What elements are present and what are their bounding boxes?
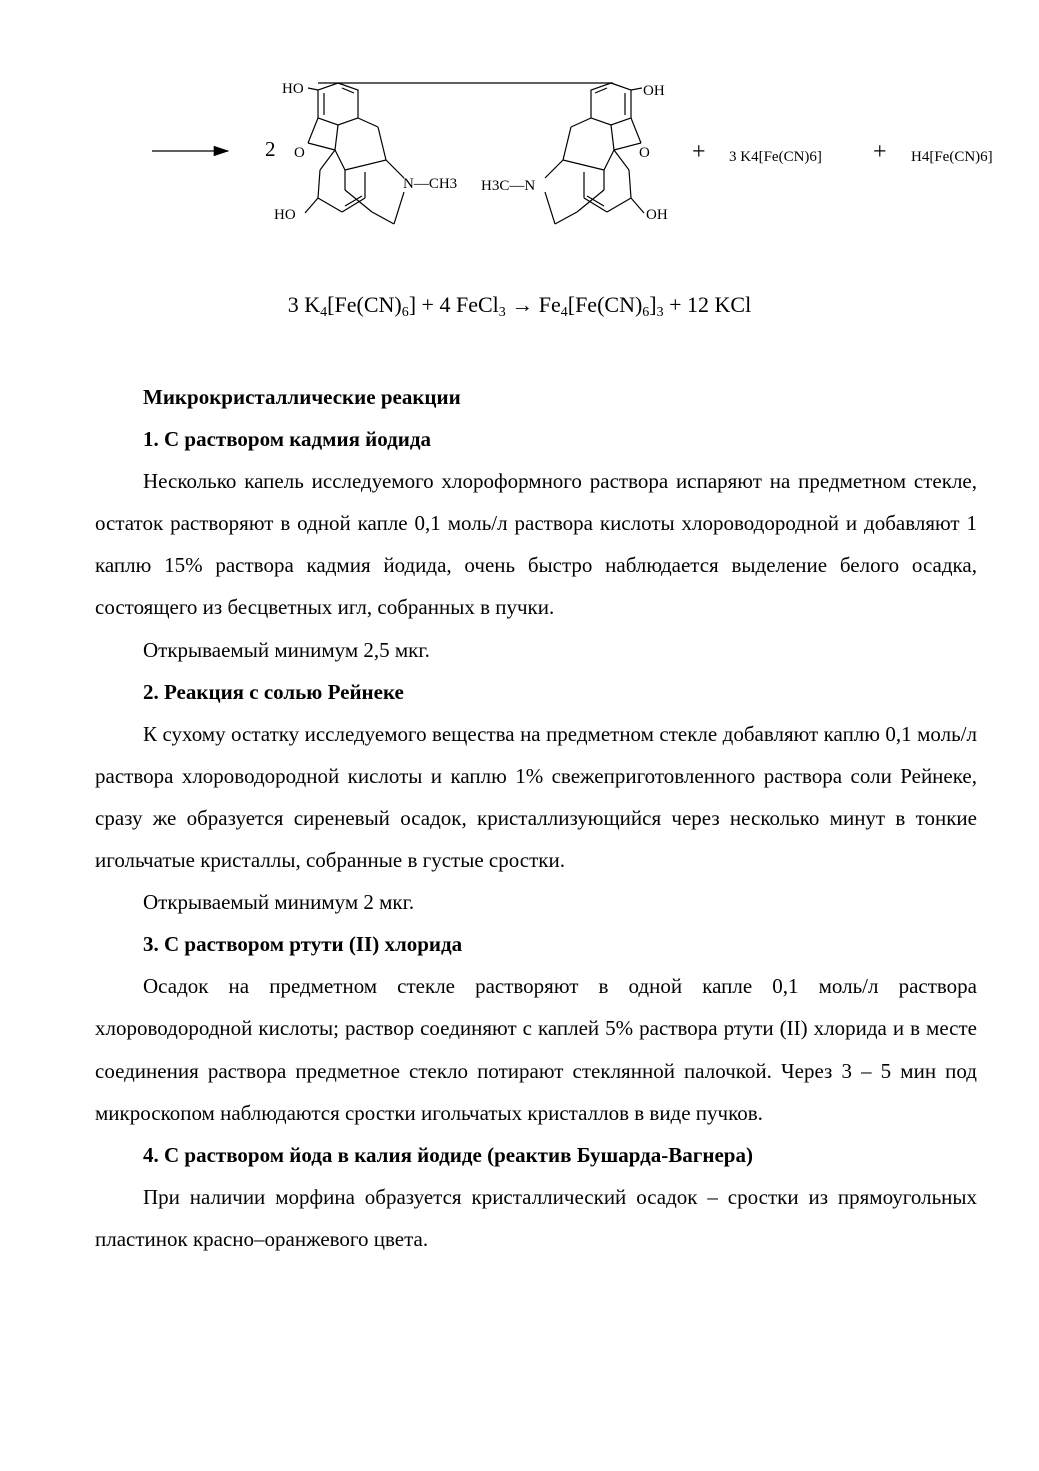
reaction-2-minimum: Открываемый минимум 2 мкг.	[143, 890, 415, 915]
product-ferrocyanic-acid: H4[Fe(CN)6]	[911, 149, 993, 165]
right-ring-o: O	[639, 145, 650, 161]
product-potassium-ferrocyanide: 3 K4[Fe(CN)6]	[729, 149, 822, 165]
reaction-2-text: К сухому остатку исследуемого вещества на предметном стекле добавляют каплю 0,1 моль/л раствора хлороводородной кислоты и каплю 1% свежеприготовленного раствора соли Рейнеке, сразу же образуется сиреневый осадок, кристаллизующийся через несколько минут в тонкие игольчатые кристаллы, собранные в густые сростки.	[95, 721, 977, 873]
reaction-3-text: Осадок на предметном стекле растворяют в одной капле 0,1 моль/л раствора хлороводородной кислоты; раствор соединяют с каплей 5% раствора ртути (II) хлорида и в месте соединения раствора предметное стекло потирают стеклянной палочкой. Через 3 – 5 мин под микроскопом наблюдаются сростки игольчатых кристаллов в виде пучков.	[95, 974, 977, 1125]
section-title: Микрокристаллические реакции	[143, 385, 461, 409]
reaction-1-minimum: Открываемый минимум 2,5 мкг.	[143, 637, 430, 662]
body-text	[95, 376, 977, 1260]
reaction-scheme	[0, 0, 1039, 280]
coefficient: 2	[265, 137, 276, 161]
reaction-3-title: 3. С раствором ртути (II) хлорида	[143, 932, 463, 957]
left-ho-bottom: HO	[274, 207, 296, 223]
right-oh-top: OH	[643, 83, 665, 99]
left-ho-top: HO	[282, 81, 304, 97]
right-molecule	[545, 83, 644, 224]
reaction-2-title: 2. Реакция с солью Рейнеке	[143, 679, 404, 704]
reaction-4-text: При наличии морфина образуется кристаллический осадок – сростки из прямоугольных пластинок красно–оранжевого цвета.	[95, 1184, 977, 1251]
prussian-blue-equation: 3 $K_4[Fe(CN)_6] + 4$ FeCl$_3$ → $Fe_4[Fe(CN)_6]_3 + 12$ KCl	[287, 292, 752, 320]
right-methyl-n: H3C—N	[481, 178, 536, 194]
left-molecule	[305, 83, 613, 224]
left-n-methyl: N—CH3	[403, 176, 458, 192]
left-ring-o: O	[294, 145, 305, 161]
reaction-4-title: 4. С раствором йода в калия йодиде (реактив Бушарда-Вагнера)	[143, 1142, 753, 1167]
plus-sign-2: +	[873, 139, 887, 165]
right-oh-bottom: OH	[646, 207, 668, 223]
plus-sign-1: +	[692, 139, 706, 165]
reaction-1-text: Несколько капель исследуемого хлороформного раствора испаряют на предметном стекле, остаток растворяют в одной капле 0,1 моль/л раствора кислоты хлороводородной и добавляют 1 каплю 15% раствора кадмия йодида, очень быстро наблюдается выделение белого осадка, состоящего из бесцветных игл, собранных в пучки.	[95, 469, 977, 620]
reaction-1-title: 1. С раствором кадмия йодида	[143, 427, 432, 452]
